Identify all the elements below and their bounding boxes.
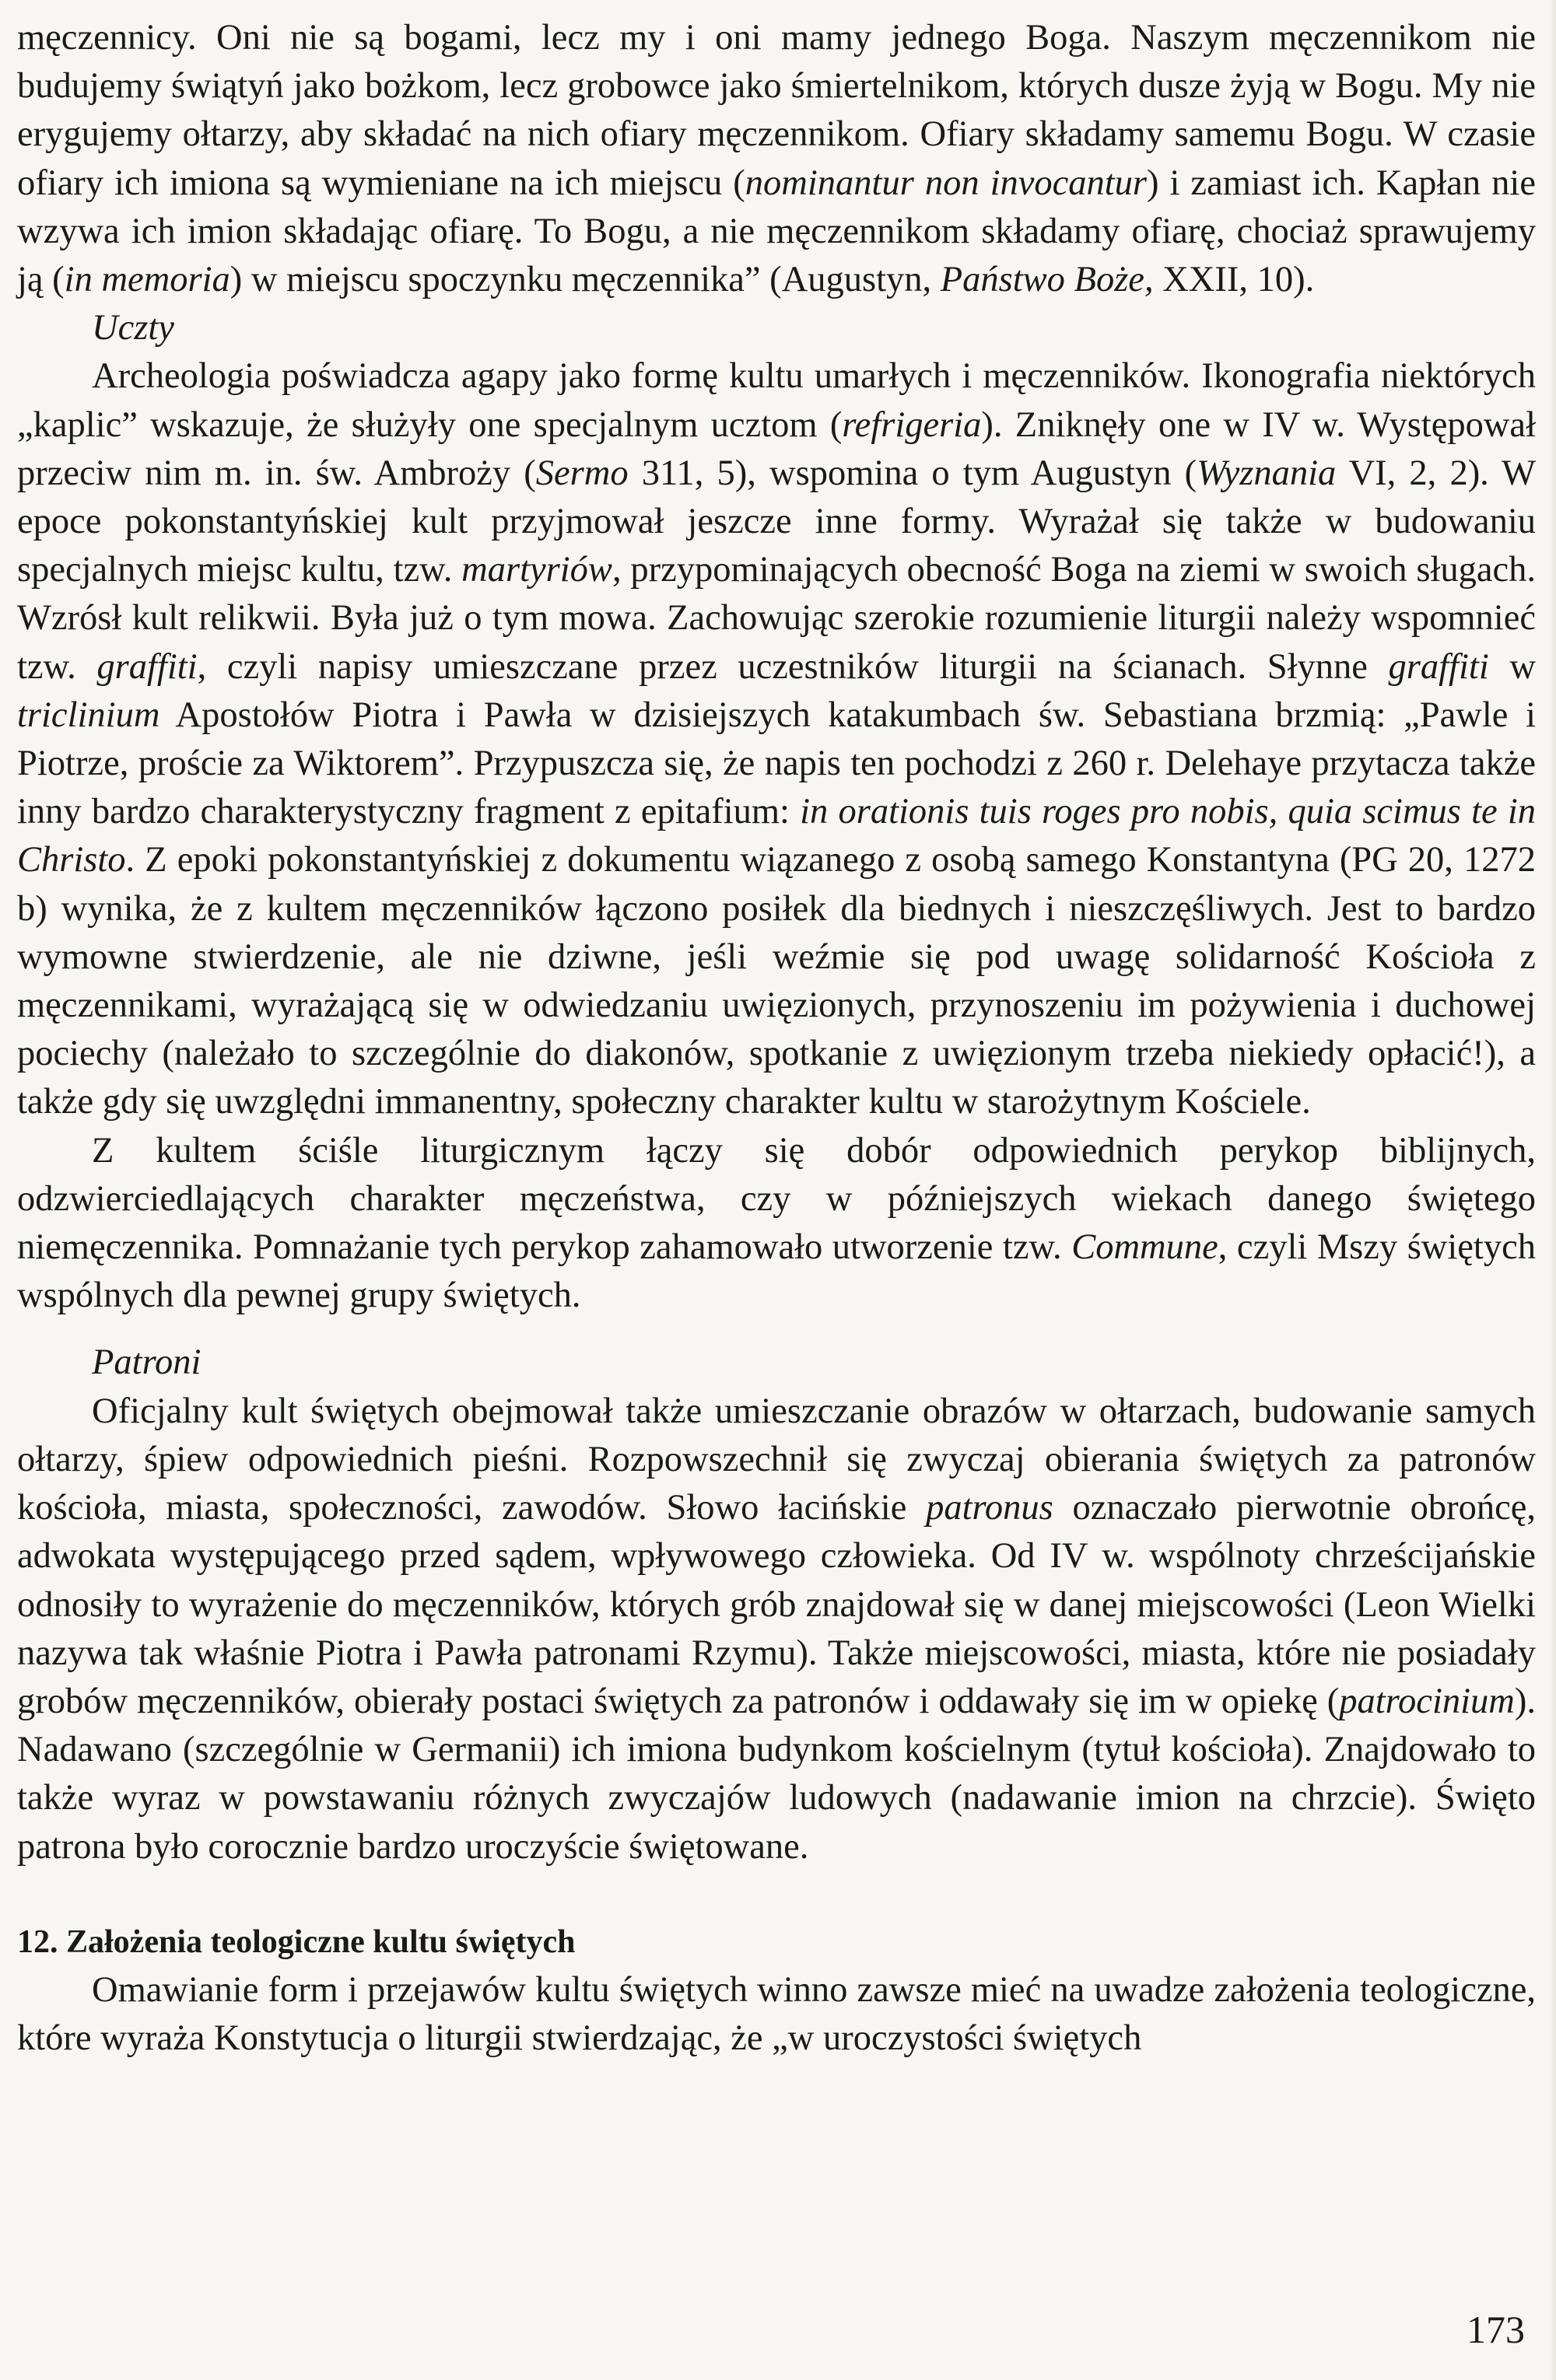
page-edge-shadow [1550,0,1556,2380]
paragraph-continuation: męczennicy. Oni nie są bogami, lecz my i oni mamy jednego Boga. Naszym męczennikom nie budujemy świątyń jako bożkom, lecz grobowce jako śmiertelnikom, których dusze żyją w Bogu. My nie erygujemy ołtarzy, aby składać na nich ofiary męczennikom. Ofiary składamy samemu Bogu. W czasie ofiary ich imiona są wymieniane na ich miejscu (nominantur non invocantur) i zamiast ich. Kapłan nie wzywa ich imion składając ofiarę. To Bogu, a nie męczennikom składamy ofiarę, chociaż sprawujemy ją (in memoria) w miejscu spoczynku męczennika” (Augustyn, Państwo Boże, XXII, 10). [17,18,1536,300]
subheading-uczty: Uczty [92,308,174,348]
spacer [17,1871,1536,1918]
paragraph-section-intro: Omawianie form i przejawów kultu świętych winno zawsze mieć na uwadze założenia teologiczne, które wyraża Konstytucja o liturgii stwierdzając, że „w uroczystości świętych [17,1969,1536,2058]
spacer [17,1320,1536,1339]
paragraph-patroni: Oficjalny kult świętych obejmował także umieszczanie obrazów w ołtarzach, budowanie samych ołtarzy, śpiew odpowiednich pieśni. Rozpowszechnił się zwyczaj obierania świętych za patronów kościoła, miasta, społeczności, zawodów. Słowo łacińskie patronus oznaczało pierwotnie obrońcę, adwokata występującego przed sądem, wpływowego człowieka. Od IV w. wspólnoty chrześcijańskie odnosiły to wyrażenie do męczenników, których grób znajdował się w danej miejscowości (Leon Wielki nazywa tak właśnie Piotra i Pawła patronami Rzymu). Także miejscowości, miasta, które nie posiadały grobów męczenników, obierały postaci świętych za patronów i oddawały się im w opiekę (patrocinium). Nadawano (szczególnie w Germanii) ich imiona budynkom kościelnym (tytuł kościoła). Znajdowało to także wyraz w powstawaniu różnych zwyczajów ludowych (nadawanie imion na chrzcie). Święto patrona było corocznie bardzo uroczyście świętowane. [17,1391,1536,1867]
page-body [17,14,1536,2063]
paragraph-uczty-1: Archeologia poświadcza agapy jako formę kultu umarłych i męczenników. Ikonografia niektórych „kaplic” wskazuje, że służyły one specjalnym ucztom (refrigeria). Zniknęły one w IV w. Występował przeciw nim m. in. św. Ambroży (Sermo 311, 5), wspomina o tym Augustyn (Wyznania VI, 2, 2). W epoce pokonstantyńskiej kult przyjmował jeszcze inne formy. Wyrażał się także w budowaniu specjalnych miejsc kultu, tzw. martyriów, przypominających obecność Boga na ziemi w swoich sługach. Wzrósł kult relikwii. Była już o tym mowa. Zachowując szerokie rozumienie liturgii należy wspomnieć tzw. graffiti, czyli napisy umieszczane przez uczestników liturgii na ścianach. Słynne graffiti w triclinium Apostołów Piotra i Pawła w dzisiejszych katakumbach św. Sebastiana brzmią: „Pawle i Piotrze, proście za Wiktorem”. Przypuszcza się, że napis ten pochodzi z 260 r. Delehaye przytacza także inny bardzo charakterystyczny fragment z epitafium: in orationis tuis roges pro nobis, quia scimus te in Christo. Z epoki pokonstantyńskiej z dokumentu wiązanego z osobą samego Konstantyna (PG 20, 1272 b) wynika, że z kultem męczenników łączono posiłek dla biednych i nieszczęśliwych. Jest to bardzo wymowne stwierdzenie, ale nie dziwne, jeśli weźmie się pod uwagę solidarność Kościoła z męczennikami, wyrażającą się w odwiedzaniu uwięzionych, przynoszeniu im pożywienia i duchowej pociechy (należało to szczególnie do diakonów, spotkanie z uwięzionym trzeba niekiedy opłacić!), a także gdy się uwzględni immanentny, społeczny charakter kultu w starożytnym Kościele. [17,356,1536,1122]
paragraph-uczty-2: Z kultem ściśle liturgicznym łączy się dobór odpowiednich perykop biblijnych, odzwierciedlających charakter męczeństwa, czy w późniejszych wiekach danego świętego niemęczennika. Pomnażanie tych perykop zahamowało utworzenie tzw. Commune, czyli Mszy świętych wspólnych dla pewnej grupy świętych. [17,1130,1536,1316]
section-heading: 12. Założenia teologiczne kultu świętych [17,1923,576,1960]
subheading-patroni: Patroni [92,1342,202,1383]
page-number: 173 [1467,2308,1525,2351]
